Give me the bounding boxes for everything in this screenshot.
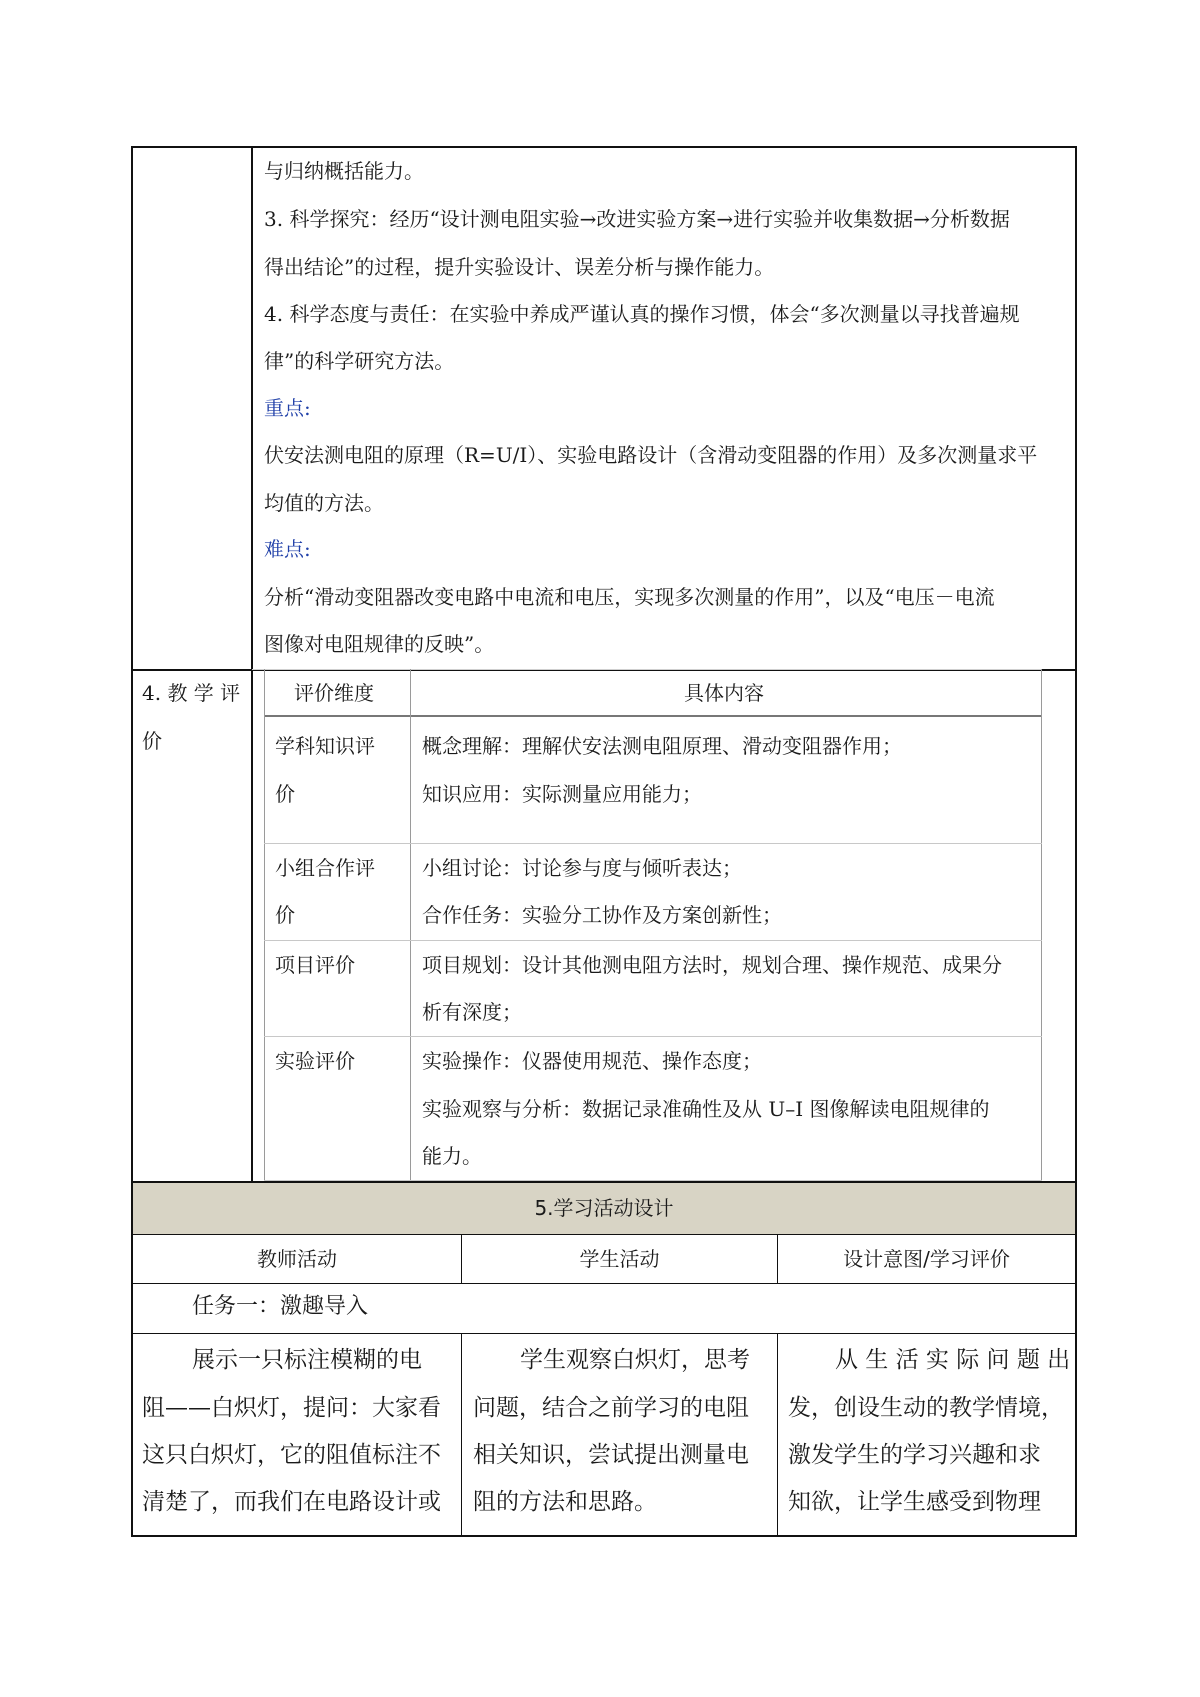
row-separator-task1-body [131, 1333, 1076, 1334]
student-line: 问题，结合之前学习的电阻 [473, 1395, 749, 1421]
eval-bottom-rule [264, 1180, 1042, 1181]
key-point-label: 重点: [264, 396, 311, 420]
text-line: 图像对电阻规律的反映”。 [264, 632, 495, 656]
eval-dimension: 价 [275, 782, 295, 806]
eval-dimension: 学科知识评 [275, 734, 375, 758]
text-line: 4. 科学态度与责任：在实验中养成严谨认真的操作习惯，体会“多次测量以寻找普遍规 [264, 302, 1020, 326]
eval-content-line: 实验操作：仪器使用规范、操作态度； [422, 1049, 762, 1073]
col-head-intent: 设计意图/学习评价 [843, 1247, 1010, 1271]
eval-header-rule [264, 715, 1042, 717]
student-line: 相关知识，尝试提出测量电 [473, 1442, 749, 1468]
row-separator-colheads [131, 1234, 1076, 1235]
eval-dimension: 价 [275, 903, 295, 927]
eval-row-rule [264, 940, 1042, 941]
col-head-teacher: 教师活动 [257, 1247, 337, 1271]
eval-content-line: 知识应用：实际测量应用能力； [422, 782, 702, 806]
text-line: 分析“滑动变阻器改变电路中电流和电压，实现多次测量的作用”，以及“电压－电流 [264, 585, 995, 609]
eval-content-line: 项目规划：设计其他测电阻方法时，规划合理、操作规范、成果分 [422, 953, 1002, 977]
teacher-line: 展示一只标注模糊的电 [192, 1347, 422, 1373]
intent-line: 知欲，让学生感受到物理 [788, 1489, 1041, 1515]
eval-row-rule [264, 1036, 1042, 1037]
section4-label-line1: 4. 教 学 评 [142, 681, 241, 705]
text-line: 得出结论”的过程，提升实验设计、误差分析与操作能力。 [264, 255, 775, 279]
student-line: 阻的方法和思路。 [473, 1489, 657, 1515]
teacher-line: 清楚了，而我们在电路设计或 [142, 1489, 441, 1515]
text-line: 伏安法测电阻的原理（R=U/I）、实验电路设计（含滑动变阻器的作用）及多次测量求平 [264, 443, 1038, 467]
table-left-border [131, 146, 133, 1536]
task1-title: 任务一：激趣导入 [192, 1294, 369, 1319]
col-divider-2-body [777, 1333, 778, 1536]
eval-right-rule [1041, 669, 1042, 1181]
text-line: 与归纳概括能力。 [264, 159, 424, 183]
eval-dimension: 实验评价 [275, 1049, 355, 1073]
eval-dimension: 小组合作评 [275, 856, 375, 880]
eval-content-line: 小组讨论：讨论参与度与倾听表达； [422, 856, 742, 880]
eval-content-line: 概念理解：理解伏安法测电阻原理、滑动变阻器作用； [422, 734, 902, 758]
text-line: 3. 科学探究：经历“设计测电阻实验→改进实验方案→进行实验并收集数据→分析数据 [264, 207, 1010, 231]
text-line: 律”的科学研究方法。 [264, 349, 455, 373]
section5-title: 5.学习活动设计 [534, 1196, 674, 1220]
teacher-line: 阻——白炽灯，提问：大家看 [142, 1395, 441, 1421]
intent-line: 发，创设生动的教学情境， [788, 1395, 1064, 1421]
eval-content-line: 合作任务：实验分工协作及方案创新性； [422, 903, 782, 927]
section4-label-line2: 价 [142, 729, 162, 753]
eval-dimension: 项目评价 [275, 953, 355, 977]
eval-content-line: 能力。 [422, 1144, 482, 1168]
eval-table-top [252, 669, 1042, 670]
eval-mid-rule [410, 669, 411, 1181]
eval-row-rule [264, 843, 1042, 844]
label-column-divider [251, 146, 253, 1182]
text-line: 均值的方法。 [264, 491, 384, 515]
row-separator-task1 [131, 1283, 1076, 1284]
eval-left-rule [264, 669, 265, 1181]
eval-content-line: 实验观察与分析：数据记录准确性及从 U–I 图像解读电阻规律的 [422, 1097, 990, 1121]
intent-line: 激发学生的学习兴趣和求 [788, 1442, 1041, 1468]
intent-line: 从 生 活 实 际 问 题 出 [835, 1347, 1071, 1373]
col-head-student: 学生活动 [579, 1247, 660, 1271]
eval-content-line: 析有深度； [422, 1000, 522, 1024]
student-line: 学生观察白炽灯，思考 [520, 1347, 750, 1373]
teacher-line: 这只白炽灯，它的阻值标注不 [142, 1442, 441, 1468]
eval-header-content: 具体内容 [684, 681, 764, 705]
table-bottom-border [131, 1535, 1077, 1537]
eval-header-dimension: 评价维度 [294, 681, 374, 705]
col-divider-1-body [461, 1333, 462, 1536]
table-right-border [1075, 146, 1077, 1536]
difficulty-label: 难点: [264, 537, 311, 561]
table-top-border [131, 146, 1076, 148]
